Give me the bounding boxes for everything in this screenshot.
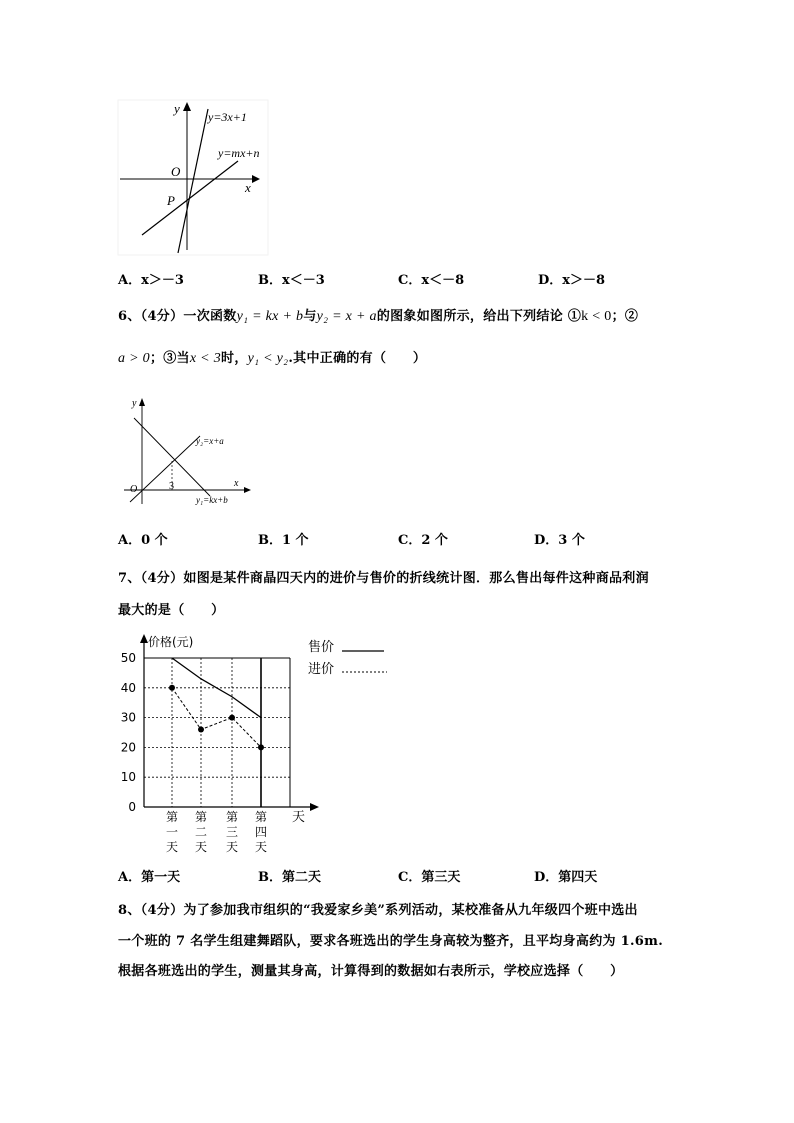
line-y2-label: y₂=x+a	[196, 436, 224, 446]
q6-y1-expression: y₁ = kx + b	[236, 309, 304, 324]
cost-price-point	[169, 685, 175, 691]
y-axis-label: y	[132, 398, 137, 409]
figure-two-lines	[118, 392, 258, 510]
x-tick-label: 第三天	[225, 810, 239, 854]
q6-option-c[interactable]: C．2 个	[398, 533, 448, 548]
q6-stem-line2	[118, 347, 426, 367]
q7-option-b[interactable]: B．第二天	[258, 870, 321, 885]
q7-option-a[interactable]: A．第一天	[118, 870, 181, 885]
q5-option-a[interactable]: A．x＞－3	[118, 273, 184, 288]
q6-stem-prefix: 6、（4分）一次函数	[118, 309, 237, 324]
q5-option-c[interactable]: C．x＜－8	[398, 273, 465, 288]
q6-stem-line1	[118, 305, 638, 325]
y-tick-label: 20	[120, 740, 136, 755]
q7-option-c[interactable]: C．第三天	[398, 870, 461, 885]
q8-stem-line3: 根据各班选出的学生，测量其身高，计算得到的数据如右表所示，学校应选择（ ）	[118, 964, 624, 979]
x-tick-label: 第四天	[254, 810, 268, 854]
x-tick-label: 第一天	[165, 810, 179, 854]
tick-3-label: 3	[169, 481, 174, 492]
q6-y2-expression: y₂ = x + a	[316, 309, 377, 324]
line-y2	[130, 436, 200, 502]
q7-option-d[interactable]: D．第四天	[534, 870, 598, 885]
q6-option-d[interactable]: D．3 个	[534, 533, 585, 548]
cost-price-point	[198, 727, 204, 733]
figure-linear-functions-p	[110, 95, 280, 260]
q6-stem-mid: 的图象如图所示，给出下列结论 ①	[376, 309, 582, 324]
legend-sell-price-label: 售价	[308, 640, 335, 655]
line1-label: y=3x+1	[208, 110, 247, 124]
x-axis-label: x	[245, 180, 251, 195]
q8-stem-line1: 8、（4分）为了参加我市组织的“我爱家乡美”系列活动，某校准备从九年级四个班中选出	[118, 903, 638, 918]
x-tick-label: 第二天	[194, 810, 208, 854]
origin-label: O	[171, 164, 181, 179]
q6-conjunction: 与	[303, 309, 317, 324]
x-axis-arrow-icon	[310, 803, 319, 811]
y-tick-label: 40	[120, 680, 136, 695]
q6-option-b[interactable]: B．1 个	[258, 533, 309, 548]
x-axis-label: x	[234, 478, 239, 489]
q8-stem-line2: 一个班的 7 名学生组建舞蹈队，要求各班选出的学生身高较为整齐，且平均身高约为 1.6m.	[118, 934, 664, 949]
legend-cost-price-label: 进价	[308, 662, 335, 677]
q6-condition-3-inequality: y₁ < y₂	[247, 351, 289, 366]
x-axis-arrow-icon	[244, 487, 251, 493]
q6-stem-end: .其中正确的有（ ）	[288, 351, 427, 366]
x-axis-title: 天	[292, 810, 306, 825]
q6-condition-3-prefix: ；③当	[149, 351, 190, 366]
q7-stem-line2: 最大的是（ ）	[118, 603, 225, 618]
q7-stem-line1: 7、（4分）如图是某件商晶四天内的进价与售价的折线统计图．那么售出每件这种商品利润	[118, 571, 649, 586]
cost-price-point	[258, 744, 264, 750]
line2-label: y=mx+n	[218, 146, 260, 160]
point-p-label: P	[167, 193, 175, 208]
origin-label: O	[130, 484, 138, 495]
q6-condition-3-x: x < 3	[189, 351, 222, 366]
y-tick-label: 50	[120, 651, 136, 665]
q6-condition-2: a > 0	[118, 351, 150, 366]
q6-option-a[interactable]: A．0 个	[118, 533, 168, 548]
y-axis-title: 价格(元)	[148, 635, 194, 649]
q6-separator: ；②	[611, 309, 639, 324]
y-axis-label: y	[174, 101, 180, 116]
q5-option-d[interactable]: D．x＞－8	[538, 273, 606, 288]
y-axis-arrow-icon	[139, 398, 145, 406]
cost-price-point	[229, 715, 235, 721]
y-axis-arrow-icon	[140, 634, 148, 643]
y-tick-label: 0	[128, 800, 136, 814]
q6-condition-1: k < 0	[581, 309, 612, 324]
y-tick-label: 30	[120, 710, 136, 725]
q6-condition-3-when: 时，	[221, 351, 248, 366]
q5-option-b[interactable]: B．x＜－3	[258, 273, 325, 288]
line-y1-label: y₁=kx+b	[196, 495, 228, 505]
chart-gridlines	[144, 658, 290, 807]
y-tick-label: 10	[120, 770, 136, 785]
price-line-chart	[112, 630, 402, 855]
